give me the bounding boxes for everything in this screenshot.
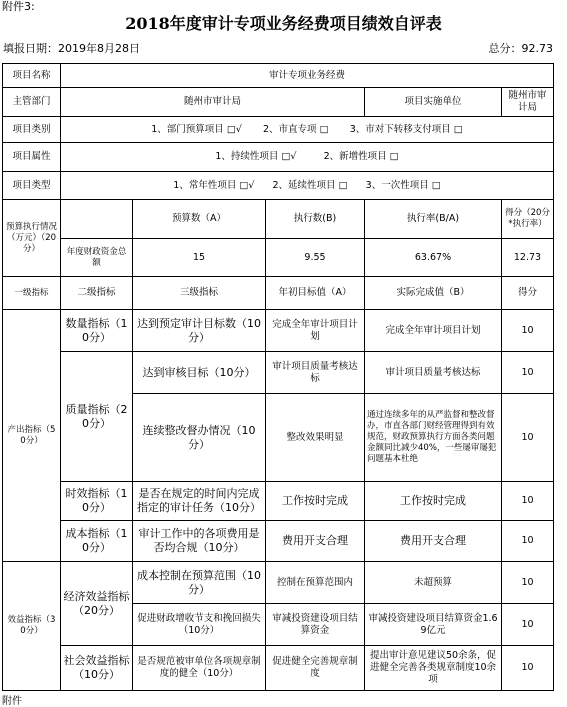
target-value: 控制在预算范围内 (266, 562, 365, 604)
attribute-options (61, 143, 554, 172)
impl-unit-label: 项目实施单位 (365, 88, 502, 117)
score-value: 10 (502, 562, 554, 604)
target-header: 年初目标值（A） (266, 277, 365, 310)
budget-score-value: 12.73 (502, 239, 554, 277)
indicator-name: 促进财政增收节支和挽回损失（10分） (133, 604, 266, 646)
score-value: 10 (502, 521, 554, 562)
actual-value: 通过连续多年的从严监督和整改督办，市直各部门财经管理得到有效规范，财政预算执行方面各类问题金额同比减少40%，一些屡审屡犯问题基本杜绝 (365, 394, 502, 482)
fill-date: 填报日期：2019年8月28日 (3, 42, 140, 55)
indicator-name: 达到预定审计目标数（10分） (133, 310, 266, 352)
level3-header: 三级指标 (133, 277, 266, 310)
rate-value: 63.67% (365, 239, 502, 277)
social-indicator-label: 社会效益指标（10分） (61, 646, 133, 691)
indicator-name: 成本控制在预算范围（10分） (133, 562, 266, 604)
evaluation-table (2, 63, 554, 691)
exec-value: 9.55 (266, 239, 365, 277)
target-value: 完成全年审计项目计划 (266, 310, 365, 352)
type-row (3, 172, 554, 200)
table-row (3, 521, 554, 562)
timeliness-indicator-label: 时效指标（10分） (61, 482, 133, 521)
indicator-name: 是否规范被审单位各项规章制度的健全（10分） (133, 646, 266, 691)
target-value: 审减投资建设项目结算资金 (266, 604, 365, 646)
attribute-label: 项目属性 (3, 143, 61, 172)
table-row (3, 646, 554, 691)
attachment-label: 附件3: (2, 0, 35, 13)
category-label: 项目类别 (3, 117, 61, 143)
type-label: 项目类型 (3, 172, 61, 200)
exec-col-header: 执行数(B) (266, 200, 365, 239)
indicator-name: 连续整改督办情况（10分） (133, 394, 266, 482)
score-value: 10 (502, 352, 554, 394)
category-row (3, 117, 554, 143)
budget-value-row (3, 239, 554, 277)
target-value: 费用开支合理 (266, 521, 365, 562)
type-option: 1、常年性项目 □√ (173, 179, 255, 191)
score-value: 10 (502, 310, 554, 352)
score-value: 10 (502, 604, 554, 646)
type-option: 3、一次性项目 □ (365, 179, 441, 191)
budget-label: 预算执行情况（万元）（20分） (3, 200, 61, 277)
quality-indicator-label: 质量指标（20分） (61, 352, 133, 482)
budget-score-col-header: 得分（20分*执行率） (502, 200, 554, 239)
dept-label: 主管部门 (3, 88, 61, 117)
indicator-name: 审计工作中的各项费用是否均合规（10分） (133, 521, 266, 562)
score-value: 10 (502, 482, 554, 521)
type-option: 2、延续性项目 □ (272, 179, 348, 191)
target-value: 整改效果明显 (266, 394, 365, 482)
actual-value: 完成全年审计项目计划 (365, 310, 502, 352)
actual-value: 提出审计意见建议50余条，促进健全完善各类规章制度10余项 (365, 646, 502, 691)
budget-value: 15 (133, 239, 266, 277)
score-header: 得分 (502, 277, 554, 310)
quantity-indicator-label: 数量指标（10分） (61, 310, 133, 352)
type-options (61, 172, 554, 200)
table-row (3, 310, 554, 352)
budget-header-row (3, 200, 554, 239)
dept-row (3, 88, 554, 117)
target-value: 促进健全完善规章制度 (266, 646, 365, 691)
level1-header: 一级指标 (3, 277, 61, 310)
output-indicator-label: 产出指标（50分） (3, 310, 61, 562)
actual-value: 审计项目质量考核达标 (365, 352, 502, 394)
attribute-row (3, 143, 554, 172)
indicator-name: 达到审核目标（10分） (133, 352, 266, 394)
table-row (3, 482, 554, 521)
indicator-name: 是否在规定的时间内完成指定的审计任务（10分） (133, 482, 266, 521)
cost-indicator-label: 成本指标（10分） (61, 521, 133, 562)
economic-indicator-label: 经济效益指标（20分） (61, 562, 133, 646)
actual-value: 未超预算 (365, 562, 502, 604)
indicator-header-row (3, 277, 554, 310)
page-title: 2018年度审计专项业务经费项目绩效自评表 (125, 14, 442, 33)
footer-attachment-label: 附件 (2, 696, 22, 707)
project-name-row (3, 64, 554, 88)
actual-value: 费用开支合理 (365, 521, 502, 562)
level2-header: 二级指标 (61, 277, 133, 310)
total-score: 总分：92.73 (488, 42, 553, 55)
actual-value: 工作按时完成 (365, 482, 502, 521)
category-option: 1、部门预算项目 □√ (151, 123, 242, 135)
category-options (61, 117, 554, 143)
dept-value: 随州市审计局 (61, 88, 365, 117)
project-name-label: 项目名称 (3, 64, 61, 88)
table-row (3, 562, 554, 604)
project-name-value: 审计专项业务经费 (61, 64, 554, 88)
score-value: 10 (502, 646, 554, 691)
table-row (3, 352, 554, 394)
attribute-option: 2、新增性项目 □ (323, 151, 399, 162)
category-option: 2、市直专项 □ (263, 123, 329, 135)
attribute-option: 1、持续性项目 □√ (215, 151, 297, 162)
actual-header: 实际完成值（B） (365, 277, 502, 310)
budget-col-header: 预算数（A） (133, 200, 266, 239)
score-value: 10 (502, 394, 554, 482)
impl-unit-value: 随州市审计局 (502, 88, 554, 117)
target-value: 审计项目质量考核达标 (266, 352, 365, 394)
actual-value: 审减投资建设项目结算资金1.69亿元 (365, 604, 502, 646)
target-value: 工作按时完成 (266, 482, 365, 521)
benefit-indicator-label: 效益指标（30分） (3, 562, 61, 691)
category-option: 3、市对下转移支付项目 □ (349, 123, 463, 135)
budget-header-blank (61, 200, 133, 239)
rate-col-header: 执行率(B/A) (365, 200, 502, 239)
budget-row-label: 年度财政资金总额 (61, 239, 133, 277)
